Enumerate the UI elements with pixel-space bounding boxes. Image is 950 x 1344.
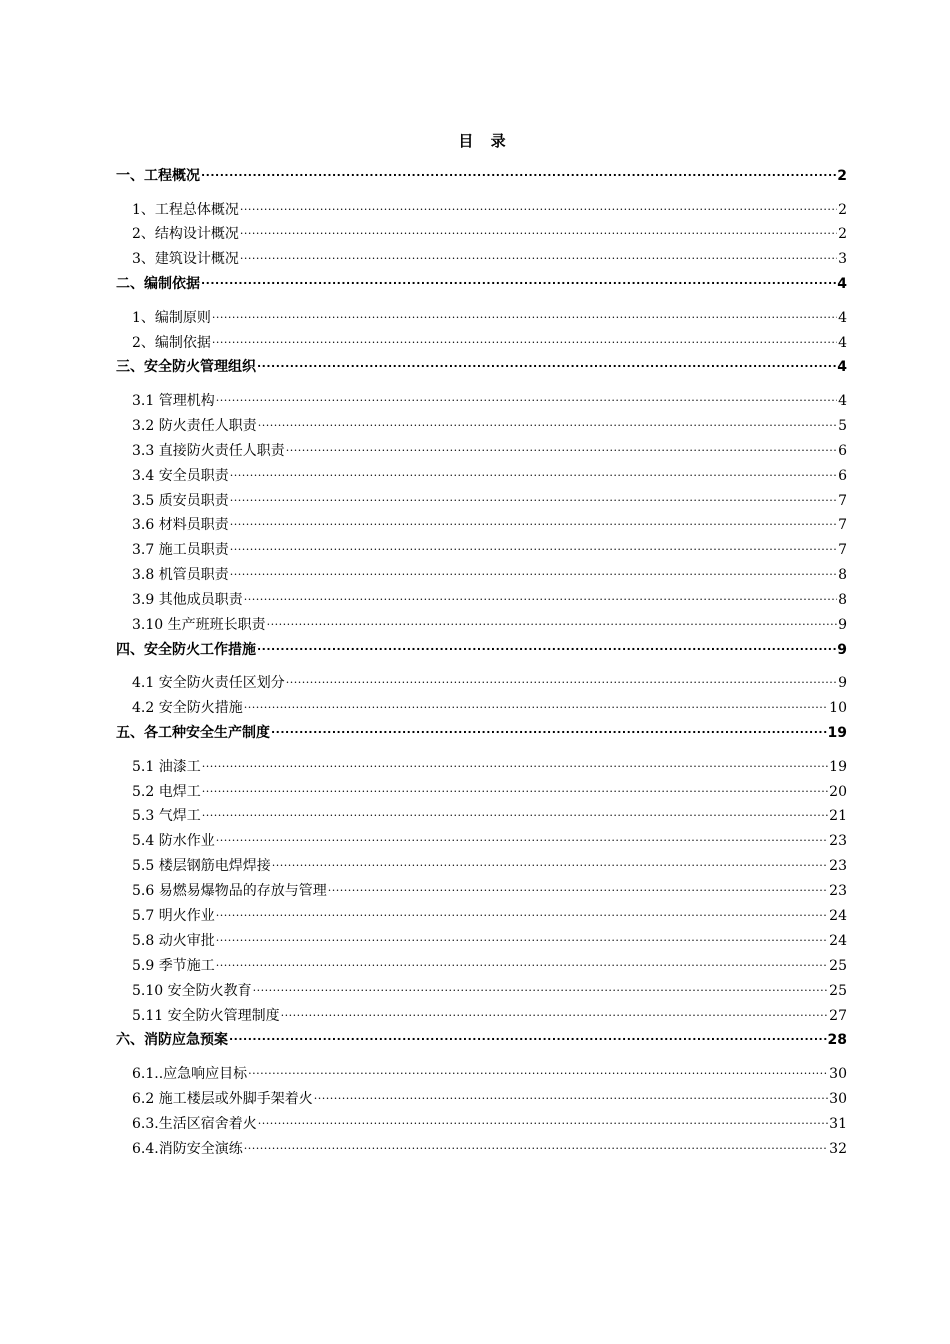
toc-page-number: 23 <box>829 858 847 875</box>
toc-subsection-entry[interactable] <box>116 333 847 353</box>
toc-entry-label: 3.5 质安员职责 <box>132 492 229 509</box>
toc-page-number: 30 <box>829 1065 847 1082</box>
toc-entry-label: 3.3 直接防火责任人职责 <box>132 442 285 459</box>
toc-subsection-entry[interactable] <box>116 249 847 269</box>
dot-leader <box>240 249 837 263</box>
dot-leader <box>271 723 827 737</box>
toc-page-number: 30 <box>829 1090 847 1107</box>
toc-page-number: 27 <box>829 1007 847 1024</box>
toc-subsection-entry[interactable] <box>116 757 847 777</box>
toc-subsection-entry[interactable] <box>116 1064 847 1084</box>
toc-entry-label: 5.8 动火审批 <box>132 932 215 949</box>
toc-subsection-entry[interactable] <box>116 806 847 826</box>
toc-subsection-entry[interactable] <box>116 200 847 220</box>
toc-entry-label: 4.1 安全防火责任区划分 <box>132 675 285 692</box>
dot-leader <box>244 1139 828 1153</box>
toc-entry-label: 3、建筑设计概况 <box>132 251 239 268</box>
toc-page-number: 9 <box>838 616 847 633</box>
toc-page-number: 6 <box>838 442 847 459</box>
toc-page-number: 20 <box>829 783 847 800</box>
dot-leader <box>281 1006 829 1020</box>
toc-subsection-entry[interactable] <box>116 565 847 585</box>
dot-leader <box>240 200 837 214</box>
table-of-contents <box>116 163 847 1164</box>
dot-leader <box>216 931 828 945</box>
toc-page-number: 23 <box>829 883 847 900</box>
dot-leader <box>201 166 836 180</box>
toc-subsection-entry[interactable] <box>116 831 847 851</box>
toc-page-number: 4 <box>838 392 847 409</box>
dot-leader <box>328 881 828 895</box>
toc-entry-label: 2、编制依据 <box>132 334 211 351</box>
toc-entry-label: 5.2 电焊工 <box>132 783 201 800</box>
toc-entry-label: 3.8 机管员职责 <box>132 567 229 584</box>
dot-leader <box>240 224 837 238</box>
toc-entry-label: 4.2 安全防火措施 <box>132 700 243 717</box>
toc-entry-label: 1、工程总体概况 <box>132 201 239 218</box>
toc-entry-label: 一、工程概况 <box>116 168 200 184</box>
toc-section-entry[interactable] <box>116 166 847 186</box>
toc-page-number: 4 <box>837 276 847 293</box>
toc-section-entry[interactable] <box>116 274 847 294</box>
toc-entry-label: 5.3 气焊工 <box>132 808 201 825</box>
toc-entry-label: 3.2 防火责任人职责 <box>132 417 257 434</box>
toc-subsection-entry[interactable] <box>116 416 847 436</box>
dot-leader <box>216 831 828 845</box>
toc-entry-label: 3.10 生产班班长职责 <box>132 616 266 633</box>
toc-subsection-entry[interactable] <box>116 1139 847 1159</box>
toc-page-number: 3 <box>838 251 847 268</box>
toc-subsection-entry[interactable] <box>116 615 847 635</box>
dot-leader <box>230 515 837 529</box>
toc-entry-label: 3.7 施工员职责 <box>132 542 229 559</box>
dot-leader <box>258 1114 828 1128</box>
dot-leader <box>286 441 837 455</box>
dot-leader <box>216 956 828 970</box>
toc-subsection-entry[interactable] <box>116 441 847 461</box>
toc-entry-label: 6.1..应急响应目标 <box>132 1065 248 1082</box>
toc-page-number: 32 <box>829 1140 847 1157</box>
dot-leader <box>229 1030 827 1044</box>
toc-page-number: 7 <box>838 492 847 509</box>
toc-section-entry[interactable] <box>116 640 847 660</box>
dot-leader <box>272 856 828 870</box>
toc-page-number: 19 <box>827 725 847 742</box>
toc-page-number: 9 <box>837 641 847 658</box>
toc-page-number: 8 <box>838 592 847 609</box>
toc-page-number: 24 <box>829 932 847 949</box>
toc-subsection-entry[interactable] <box>116 856 847 876</box>
dot-leader <box>230 491 837 505</box>
toc-subsection-entry[interactable] <box>116 673 847 693</box>
toc-page-number: 5 <box>838 417 847 434</box>
toc-subsection-entry[interactable] <box>116 906 847 926</box>
toc-page-number: 23 <box>829 833 847 850</box>
toc-entry-label: 六、消防应急预案 <box>116 1032 228 1049</box>
toc-page-number: 2 <box>837 168 847 184</box>
toc-entry-label: 6.3.生活区宿舍着火 <box>132 1115 257 1132</box>
toc-entry-label: 1、编制原则 <box>132 309 211 326</box>
toc-entry-label: 6.2 施工楼层或外脚手架着火 <box>132 1090 313 1107</box>
toc-subsection-entry[interactable] <box>116 224 847 244</box>
dot-leader <box>258 416 837 430</box>
toc-subsection-entry[interactable] <box>116 590 847 610</box>
toc-page-number: 2 <box>838 226 847 243</box>
toc-entry-label: 5.9 季节施工 <box>132 957 215 974</box>
dot-leader <box>257 357 836 371</box>
dot-leader <box>202 757 828 771</box>
toc-section-entry[interactable] <box>116 1030 847 1050</box>
toc-page-number: 7 <box>838 542 847 559</box>
toc-section-entry[interactable] <box>116 357 847 377</box>
toc-subsection-entry[interactable] <box>116 956 847 976</box>
dot-leader <box>216 906 828 920</box>
toc-subsection-entry[interactable] <box>116 981 847 1001</box>
toc-page-number: 25 <box>829 957 847 974</box>
toc-entry-label: 3.9 其他成员职责 <box>132 592 243 609</box>
toc-subsection-entry[interactable] <box>116 540 847 560</box>
toc-subsection-entry[interactable] <box>116 881 847 901</box>
toc-entry-label: 五、各工种安全生产制度 <box>116 725 270 742</box>
toc-entry-label: 3.4 安全员职责 <box>132 467 229 484</box>
toc-page-number: 28 <box>827 1032 847 1049</box>
dot-leader <box>202 806 828 820</box>
toc-page-number: 6 <box>838 467 847 484</box>
toc-title: 目 录 <box>458 132 512 150</box>
dot-leader <box>212 333 837 347</box>
toc-entry-label: 5.5 楼层钢筋电焊焊接 <box>132 858 271 875</box>
toc-page-number: 4 <box>838 334 847 351</box>
dot-leader <box>230 565 837 579</box>
toc-page-number: 25 <box>829 982 847 999</box>
toc-page-number: 9 <box>838 675 847 692</box>
toc-entry-label: 二、编制依据 <box>116 276 200 293</box>
dot-leader <box>202 782 828 796</box>
toc-entry-label: 3.1 管理机构 <box>132 392 215 409</box>
toc-section-entry[interactable] <box>116 723 847 743</box>
toc-page-number: 7 <box>838 517 847 534</box>
dot-leader <box>230 466 837 480</box>
dot-leader <box>286 673 837 687</box>
dot-leader <box>267 615 837 629</box>
toc-page-number: 4 <box>838 309 847 326</box>
toc-entry-label: 5.10 安全防火教育 <box>132 982 252 999</box>
dot-leader <box>216 391 837 405</box>
toc-entry-label: 5.7 明火作业 <box>132 907 215 924</box>
dot-leader <box>244 698 828 712</box>
toc-subsection-entry[interactable] <box>116 391 847 411</box>
dot-leader <box>253 981 829 995</box>
toc-subsection-entry[interactable] <box>116 515 847 535</box>
toc-subsection-entry[interactable] <box>116 782 847 802</box>
dot-leader <box>314 1089 828 1103</box>
toc-entry-label: 三、安全防火管理组织 <box>116 359 256 376</box>
toc-page-number: 4 <box>837 359 847 376</box>
toc-subsection-entry[interactable] <box>116 1089 847 1109</box>
toc-subsection-entry[interactable] <box>116 308 847 328</box>
toc-page-number: 8 <box>838 567 847 584</box>
dot-leader <box>212 308 837 322</box>
toc-entry-label: 5.11 安全防火管理制度 <box>132 1007 280 1024</box>
toc-subsection-entry[interactable] <box>116 491 847 511</box>
toc-subsection-entry[interactable] <box>116 1114 847 1134</box>
toc-entry-label: 四、安全防火工作措施 <box>116 641 256 658</box>
toc-subsection-entry[interactable] <box>116 931 847 951</box>
toc-entry-label: 3.6 材料员职责 <box>132 517 229 534</box>
toc-page-number: 21 <box>829 808 847 825</box>
toc-subsection-entry[interactable] <box>116 1006 847 1026</box>
toc-page-number: 19 <box>829 758 847 775</box>
toc-page-number: 31 <box>829 1115 847 1132</box>
toc-entry-label: 5.4 防水作业 <box>132 833 215 850</box>
dot-leader <box>244 590 837 604</box>
toc-subsection-entry[interactable] <box>116 698 847 718</box>
toc-page-number: 2 <box>838 201 847 218</box>
dot-leader <box>248 1064 828 1078</box>
dot-leader <box>257 640 836 654</box>
toc-entry-label: 6.4.消防安全演练 <box>132 1140 243 1157</box>
dot-leader <box>230 540 837 554</box>
toc-entry-label: 5.1 油漆工 <box>132 758 201 775</box>
toc-page-number: 24 <box>829 907 847 924</box>
toc-entry-label: 5.6 易燃易爆物品的存放与管理 <box>132 883 327 900</box>
toc-subsection-entry[interactable] <box>116 466 847 486</box>
dot-leader <box>201 274 836 288</box>
toc-page-number: 10 <box>829 700 847 717</box>
toc-entry-label: 2、结构设计概况 <box>132 226 239 243</box>
